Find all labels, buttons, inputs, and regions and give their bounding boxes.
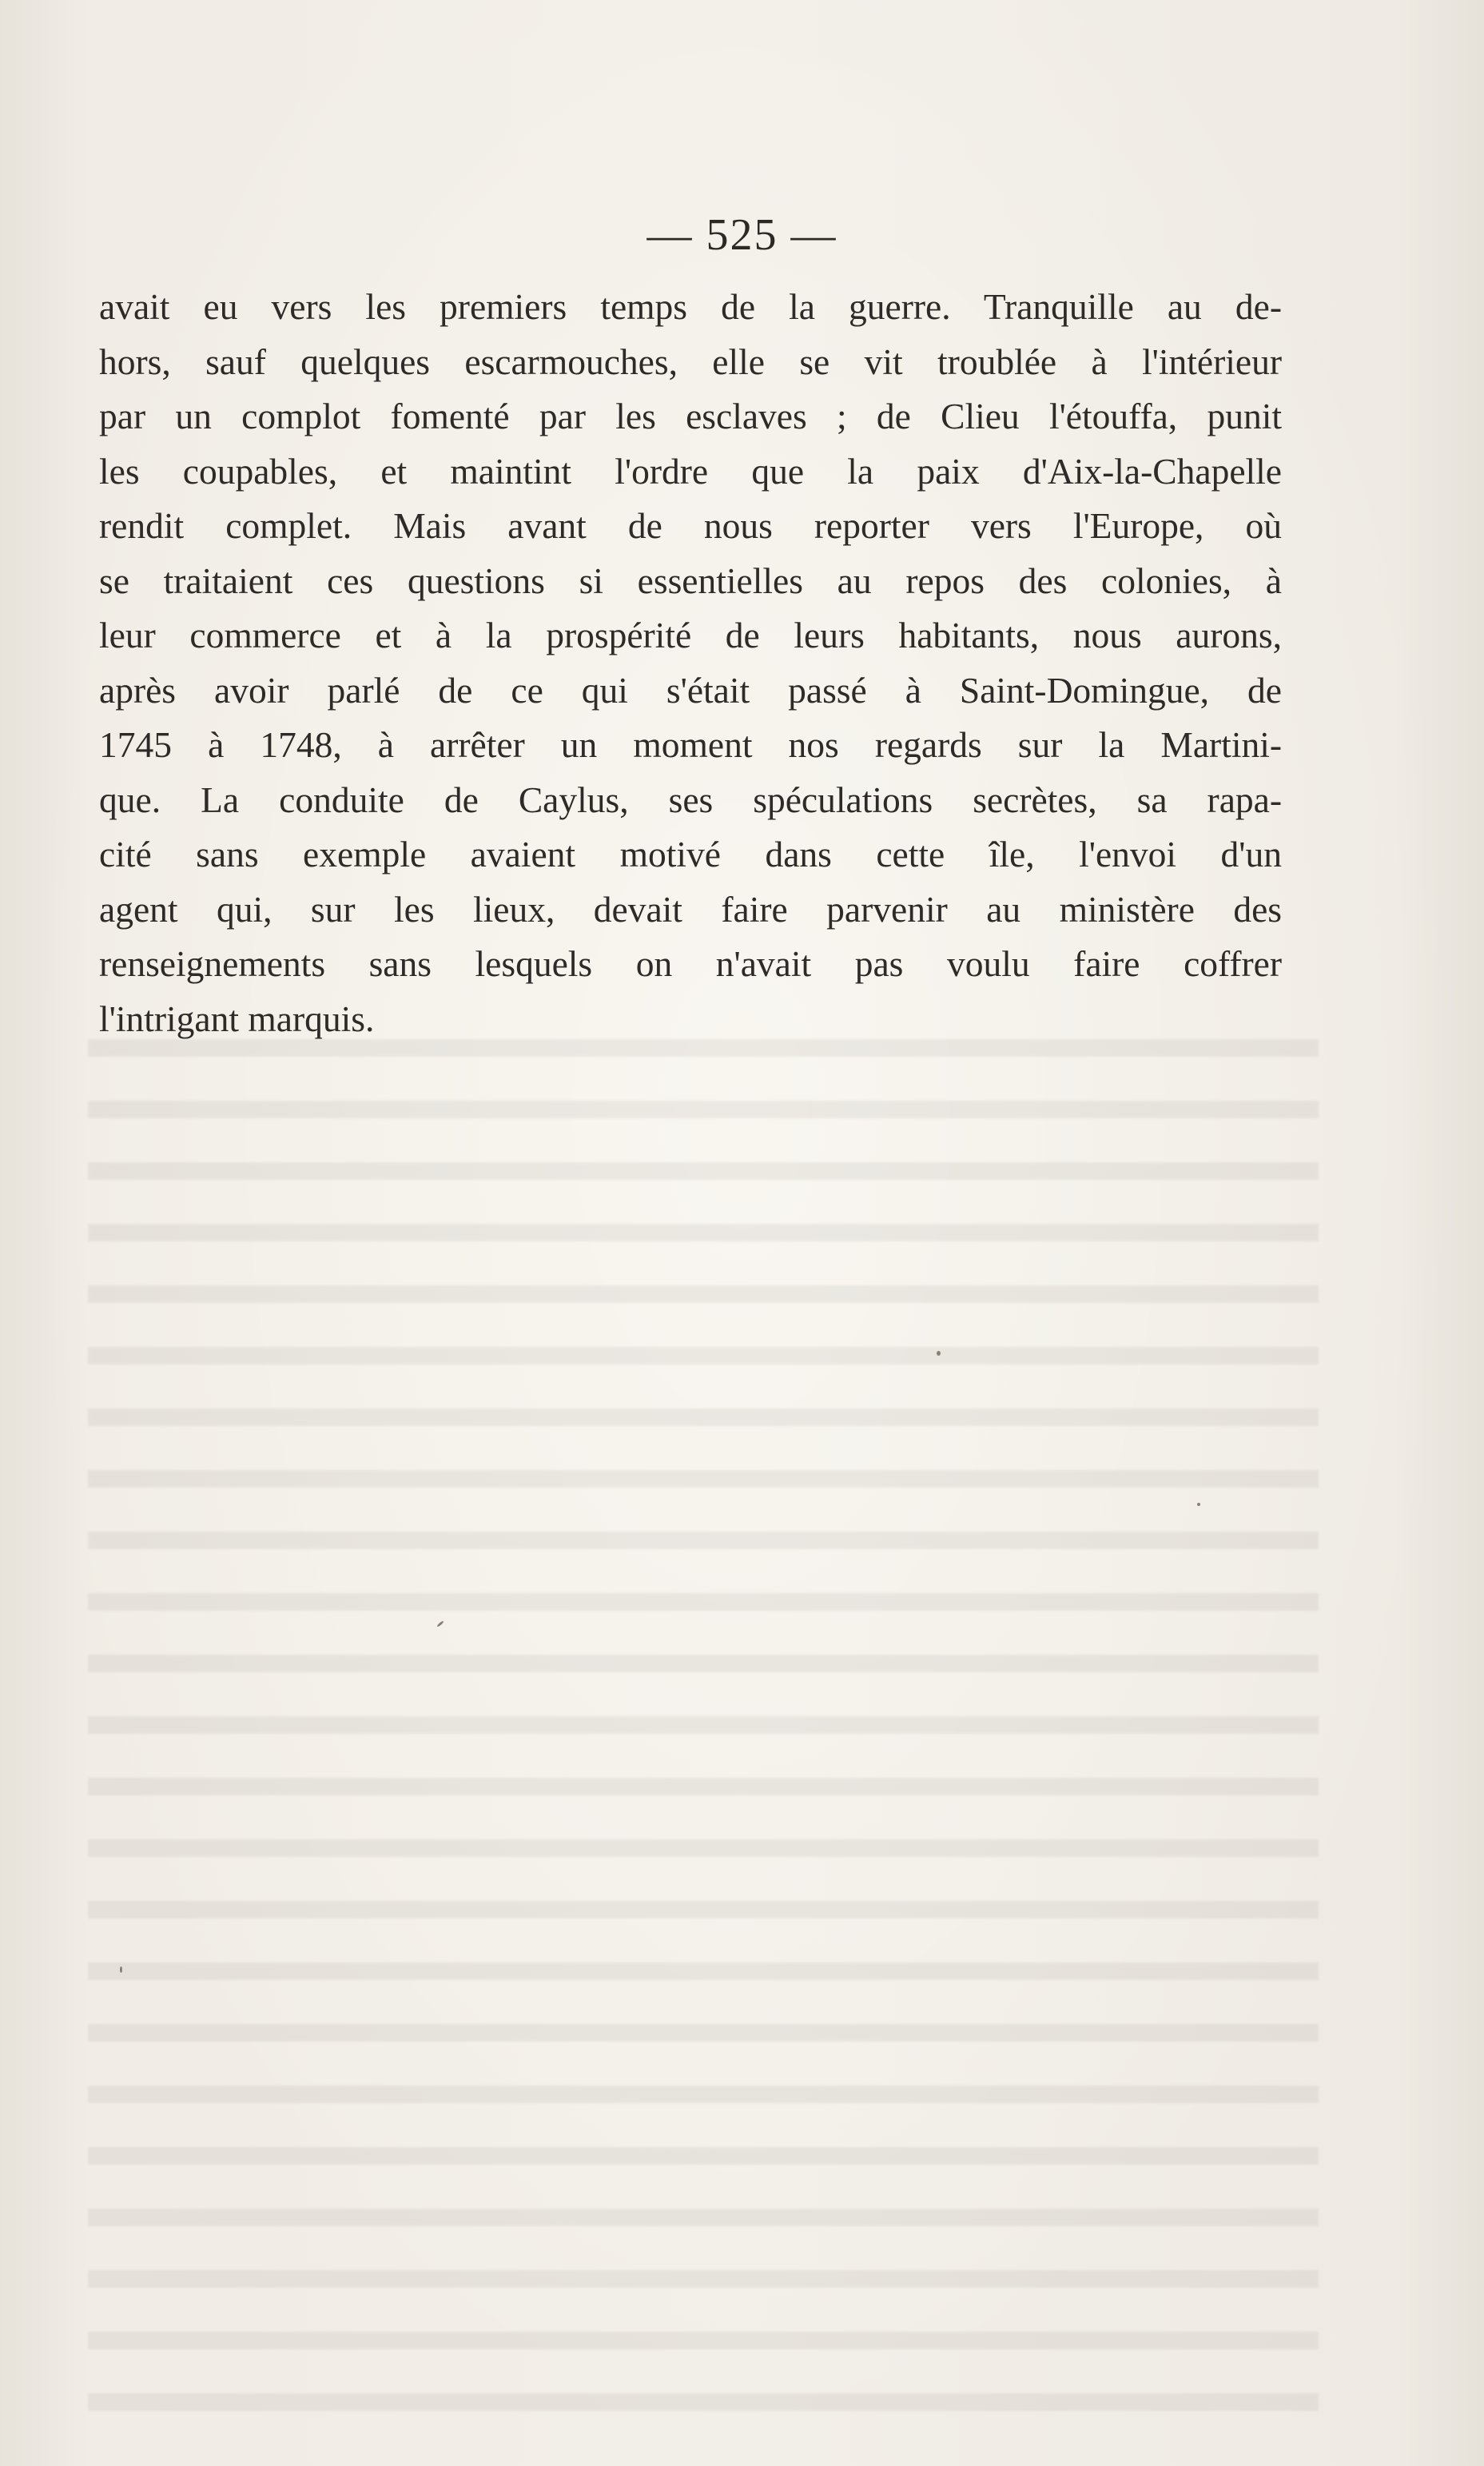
body-paragraph xyxy=(99,280,1282,1046)
paper-speck xyxy=(937,1351,941,1356)
text-line: renseignements sans lesquels on n'avait pas voulu faire coffrer xyxy=(99,943,1282,984)
text-line: leur commerce et à la prospérité de leurs habitants, nous aurons, xyxy=(99,615,1282,655)
paper-speck xyxy=(1197,1503,1200,1506)
text-line: que. La conduite de Caylus, ses spéculations secrètes, sa rapa- xyxy=(99,779,1282,820)
page-number: — 525 — xyxy=(647,210,837,260)
show-through-texture xyxy=(88,1007,1319,2414)
text-line: hors, sauf quelques escarmouches, elle se vit troublée à l'intérieur xyxy=(99,341,1282,382)
text-line: se traitaient ces questions si essentielles au repos des colonies, à xyxy=(99,560,1282,601)
text-line: 1745 à 1748, à arrêter un moment nos regards sur la Martini- xyxy=(99,724,1282,765)
text-line: après avoir parlé de ce qui s'était passé à Saint-Domingue, de xyxy=(99,669,1282,711)
text-line: avait eu vers les premiers temps de la guerre. Tranquille au de- xyxy=(99,286,1282,327)
paper-speck xyxy=(120,1966,122,1973)
text-line: les coupables, et maintint l'ordre que la paix d'Aix-la-Chapelle xyxy=(99,450,1282,492)
text-line: cité sans exemple avaient motivé dans cette île, l'envoi d'un xyxy=(99,834,1282,874)
text-line: agent qui, sur les lieux, devait faire parvenir au ministère des xyxy=(99,888,1282,930)
text-line: rendit complet. Mais avant de nous reporter vers l'Europe, où xyxy=(99,505,1282,546)
text-line: par un complot fomenté par les esclaves ; de Clieu l'étouffa, punit xyxy=(99,396,1282,436)
text-line-last: l'intrigant marquis. xyxy=(99,998,375,1039)
